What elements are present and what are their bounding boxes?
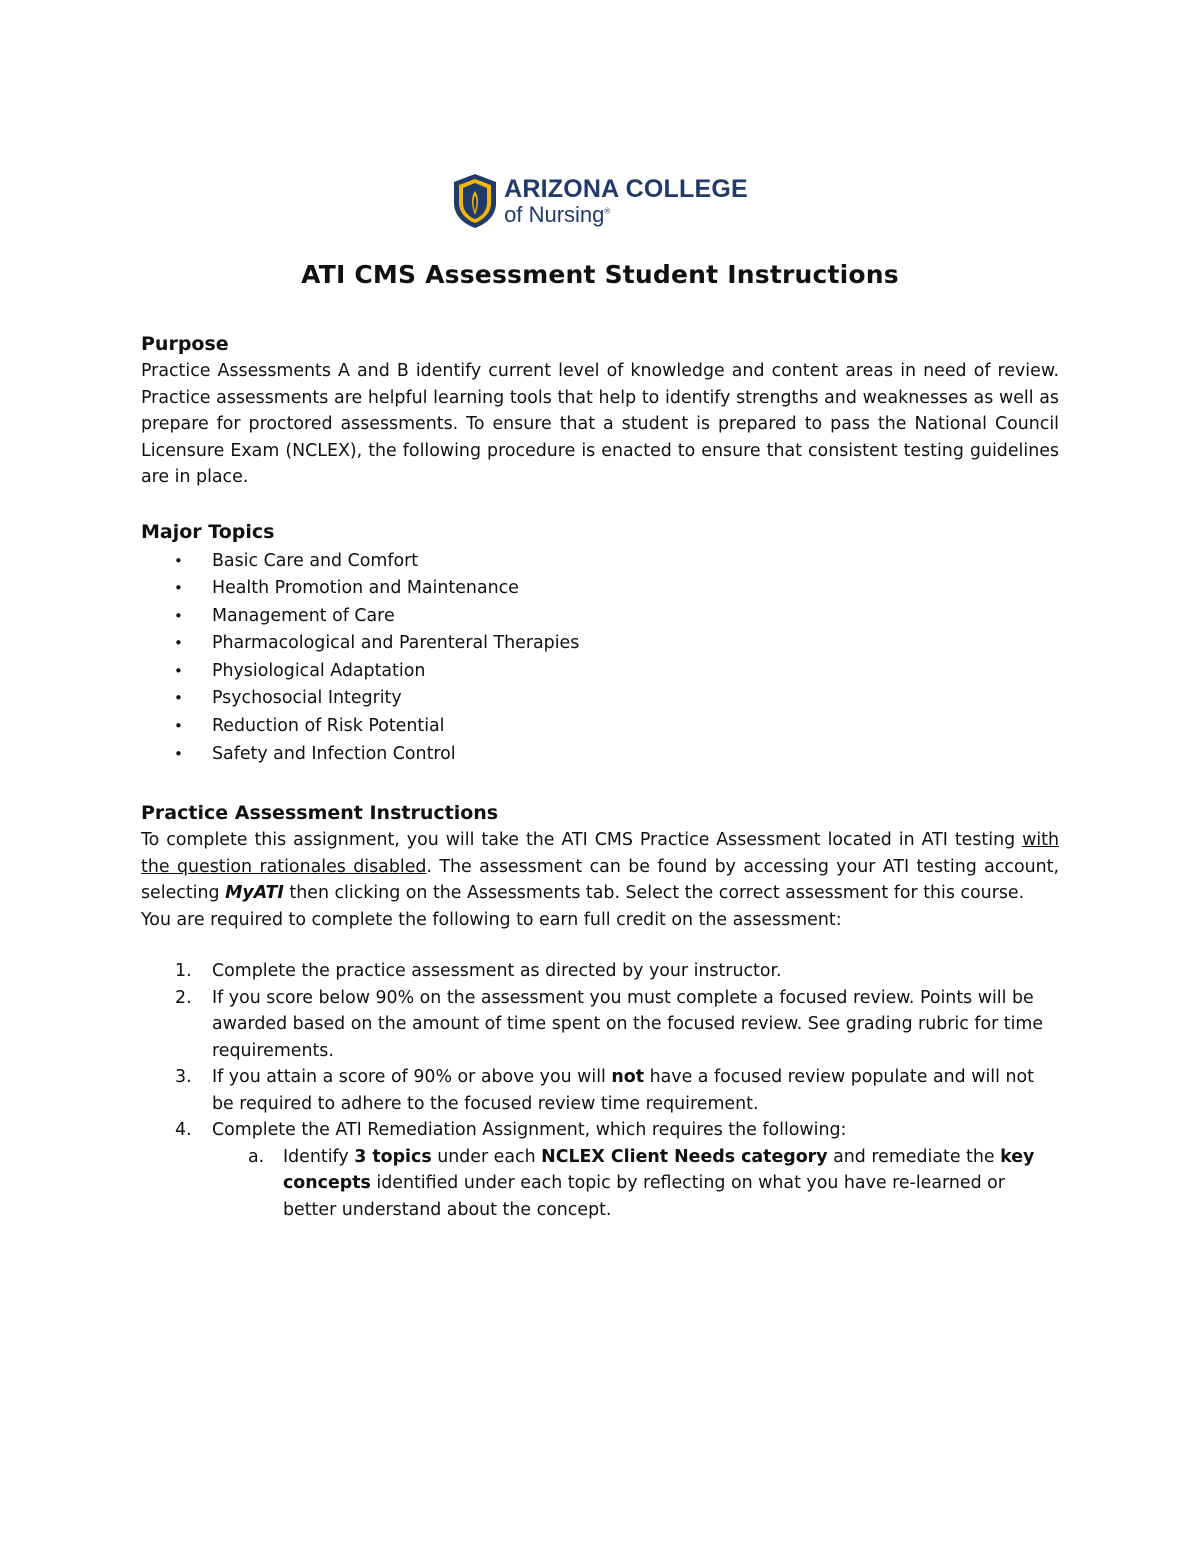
requirement-text: You are required to complete the following to earn full credit on the assessment: [141, 909, 842, 930]
intro-text-1: To complete this assignment, you will take the ATI CMS Practice Assessment located in ATI testing [141, 830, 1023, 851]
shield-icon [452, 173, 498, 229]
sub-step-bold: key concepts [283, 1146, 1035, 1194]
list-item [141, 630, 1059, 658]
bullet: • [174, 579, 183, 598]
steps-list [141, 958, 1059, 1223]
intro-text-2: . The assessment can be found by accessing your ATI testing account, selecting [141, 856, 1059, 904]
logo-line2 [504, 201, 748, 227]
step-item [141, 958, 1059, 985]
list-item [141, 685, 1059, 713]
topic-label: Safety and Infection Control [212, 743, 456, 764]
step-item [141, 1064, 1059, 1117]
topic-label: Physiological Adaptation [212, 660, 426, 681]
practice-intro [141, 827, 1059, 907]
step-item [141, 1117, 1059, 1223]
step-number: 2. [175, 987, 192, 1008]
logo-wordmark [504, 174, 748, 227]
document-page [141, 168, 1059, 1223]
sub-step-text: Identify [283, 1146, 355, 1167]
list-item [141, 658, 1059, 686]
topics-heading: Major Topics [141, 520, 275, 543]
step-bold: not [611, 1067, 645, 1088]
practice-heading: Practice Assessment Instructions [141, 802, 499, 825]
myati-text: MyATI [225, 883, 284, 904]
registered-mark: ® [604, 206, 611, 216]
logo-line2-text: of Nursing [504, 201, 605, 227]
bullet: • [174, 634, 183, 653]
step-text: have a focused review populate and will not be required to adhere to the focused review time requirement. [212, 1067, 1034, 1114]
step-text: If you attain a score of 90% or above you will [212, 1067, 612, 1088]
step-item [141, 985, 1059, 1065]
list-item [141, 713, 1059, 741]
purpose-heading: Purpose [141, 333, 229, 355]
bullet: • [174, 689, 183, 708]
sub-step-item [212, 1144, 1059, 1224]
purpose-section [141, 331, 1059, 491]
step-text: Complete the ATI Remediation Assignment, which requires the following: [212, 1120, 847, 1141]
step-text: Complete the practice assessment as directed by your instructor. [212, 961, 782, 982]
bullet: • [174, 606, 183, 625]
bullet: • [174, 717, 183, 736]
sub-step-bold: 3 topics [354, 1146, 432, 1167]
rationales-disabled-text: with the question rationales disabled [141, 830, 1059, 877]
sub-step-text: under each [431, 1146, 542, 1167]
intro-text-3: then clicking on the Assessments tab. Select the correct assessment for this course. [283, 883, 1025, 904]
topic-label: Basic Care and Comfort [212, 550, 419, 571]
logo-line1: ARIZONA COLLEGE [504, 174, 748, 203]
purpose-text: Practice Assessments A and B identify current level of knowledge and content areas in need of review. Practice assessments are helpful learning tools that help to identify strengths and weaknesses as well as prepare for proctored assessments. To ensure that a student is prepared to pass the National Council Licensure Exam (NCLEX), the following procedure is enacted to ensure that consistent testing guidelines are in place. [141, 361, 1059, 487]
step-number: 3. [175, 1067, 192, 1088]
topic-label: Health Promotion and Maintenance [212, 578, 519, 599]
list-item [141, 575, 1059, 603]
list-item [141, 548, 1059, 576]
sub-step-text: and remediate the [827, 1146, 1001, 1167]
list-item [141, 603, 1059, 631]
sub-step-letter: a. [248, 1146, 265, 1167]
bullet: • [174, 551, 183, 570]
step-text: If you score below 90% on the assessment you must complete a focused review. Points will be awarded based on the amount of time spent on the focused review. See grading rubric for time requirements. [212, 987, 1044, 1061]
page-title: ATI CMS Assessment Student Instructions [301, 260, 899, 289]
topic-label: Pharmacological and Parenteral Therapies [212, 633, 580, 654]
list-item [141, 741, 1059, 769]
step-number: 1. [175, 961, 192, 982]
topic-label: Psychosocial Integrity [212, 688, 402, 709]
bullet: • [174, 744, 183, 763]
bullet: • [174, 661, 183, 680]
topic-label: Management of Care [212, 605, 395, 626]
college-logo [141, 168, 1059, 234]
step-number: 4. [175, 1120, 192, 1141]
sub-step-text: identified under each topic by reflecting on what you have re-learned or better understand about the concept. [283, 1173, 1005, 1220]
topic-label: Reduction of Risk Potential [212, 716, 445, 737]
topics-list [141, 548, 1059, 769]
practice-section [141, 800, 1059, 1223]
topics-section [141, 519, 1059, 769]
sub-steps-list [212, 1144, 1059, 1224]
sub-step-bold: NCLEX Client Needs category [541, 1146, 828, 1167]
